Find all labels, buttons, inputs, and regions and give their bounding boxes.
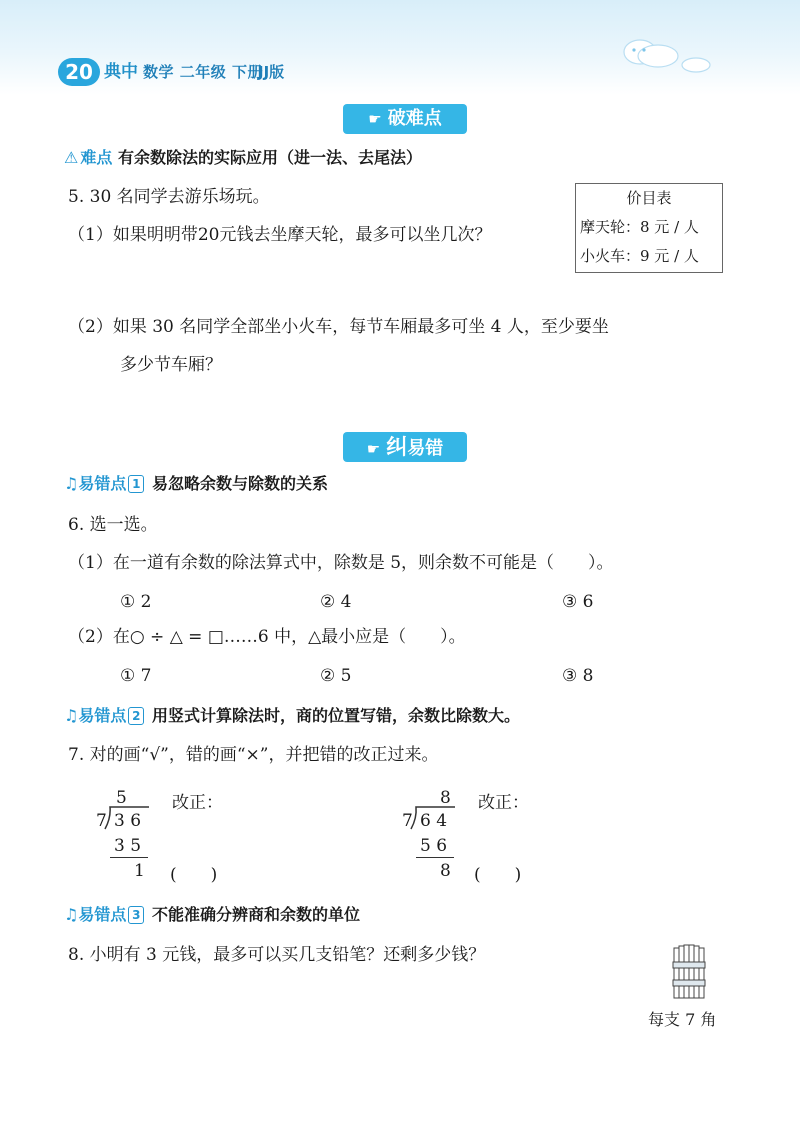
subtraction-line <box>110 857 148 858</box>
divisor: 7 <box>96 811 107 831</box>
question-6-part1: （1）在一道有余数的除法算式中，除数是 5，则余数不可能是（ ）。 <box>68 553 614 573</box>
book-title: 数学 二年级 下册 <box>143 63 263 81</box>
book-edition: JJ版 <box>258 63 285 81</box>
bell-icon: ♫ <box>64 706 79 725</box>
tip-label: 易错点 <box>78 905 127 924</box>
fix-label: 改正： <box>478 793 529 813</box>
mistake-tip-2 <box>64 704 520 728</box>
mistake-tip-3 <box>64 903 360 927</box>
question-8-stem: 8. 小明有 3 元钱，最多可以买几支铅笔？还剩多少钱？ <box>68 945 486 965</box>
section-banner-difficulty <box>343 104 467 134</box>
question-6-part2: （2）在○ ÷ △ = □……6 中，△最小应是（ ）。 <box>68 627 466 647</box>
price-table-title: 价目表 <box>626 189 672 207</box>
quotient: 8 <box>440 788 451 808</box>
tip-number: 1 <box>128 475 144 493</box>
banner-text: 易错 <box>407 438 444 459</box>
question-5-part1: （1）如果明明带20元钱去坐摩天轮，最多可以坐几次？ <box>68 225 492 245</box>
warning-icon: ⚠ <box>64 148 79 167</box>
question-6-stem: 6. 选一选。 <box>68 515 158 535</box>
tip-label: 易错点 <box>78 706 127 725</box>
fix-label: 改正： <box>172 793 223 813</box>
q6-part2-option-3[interactable]: ③ 8 <box>562 666 594 686</box>
banner-first-char: 纠 <box>386 435 408 459</box>
remainder: 8 <box>440 861 451 881</box>
subtraction-line <box>416 857 454 858</box>
tip-label: 难点 <box>80 148 113 167</box>
pointing-hand-icon: ☛ <box>366 440 381 458</box>
tip-text: 用竖式计算除法时，商的位置写错，余数比除数大。 <box>151 706 520 725</box>
banner-text: 破难点 <box>387 108 442 129</box>
answer-paren-left[interactable]: ( ) <box>170 865 218 885</box>
price-table <box>575 183 723 273</box>
price-row-train: 小火车：9 元 / 人 <box>580 247 699 265</box>
q6-part1-option-1[interactable]: ① 2 <box>120 592 152 612</box>
question-5-part2-line2: 多少节车厢？ <box>120 355 222 375</box>
q6-part1-option-2[interactable]: ② 4 <box>320 592 352 612</box>
mistake-tip-1 <box>64 472 328 496</box>
product: 3 5 <box>114 836 142 856</box>
tip-text: 有余数除法的实际应用（进一法、去尾法） <box>117 148 422 167</box>
dividend: 3 6 <box>114 811 142 831</box>
question-7-stem: 7. 对的画“√”，错的画“×”，并把错的改正过来。 <box>68 745 439 765</box>
brand-logo: 典中 <box>104 62 138 82</box>
tip-text: 易忽略余数与除数的关系 <box>151 474 328 493</box>
product: 5 6 <box>420 836 448 856</box>
q6-part2-option-1[interactable]: ① 7 <box>120 666 152 686</box>
bell-icon: ♫ <box>64 905 79 924</box>
tip-number: 2 <box>128 707 144 725</box>
dividend: 6 4 <box>420 811 448 831</box>
pencil-bundle-icon <box>670 940 710 1002</box>
pencil-price-note: 每支 7 角 <box>648 1010 717 1029</box>
answer-paren-right[interactable]: ( ) <box>474 865 522 885</box>
question-5-stem: 5. 30 名同学去游乐场玩。 <box>68 187 270 207</box>
section-banner-mistakes <box>343 432 467 462</box>
q6-part2-option-2[interactable]: ② 5 <box>320 666 352 686</box>
remainder: 1 <box>134 861 145 881</box>
tip-text: 不能准确分辨商和余数的单位 <box>151 905 360 924</box>
q6-part1-option-3[interactable]: ③ 6 <box>562 592 594 612</box>
cloud-icon <box>600 30 720 80</box>
page-number: 20 <box>58 58 100 86</box>
question-5-part2-line1: （2）如果 30 名同学全部坐小火车，每节车厢最多可坐 4 人，至少要坐 <box>68 317 609 337</box>
divisor: 7 <box>402 811 413 831</box>
quotient: 5 <box>116 788 127 808</box>
price-row-ferris-wheel: 摩天轮：8 元 / 人 <box>580 218 699 236</box>
pointing-hand-icon: ☛ <box>368 110 382 128</box>
bell-icon: ♫ <box>64 474 79 493</box>
tip-number: 3 <box>128 906 144 924</box>
difficulty-tip <box>64 146 422 170</box>
tip-label: 易错点 <box>78 474 127 493</box>
